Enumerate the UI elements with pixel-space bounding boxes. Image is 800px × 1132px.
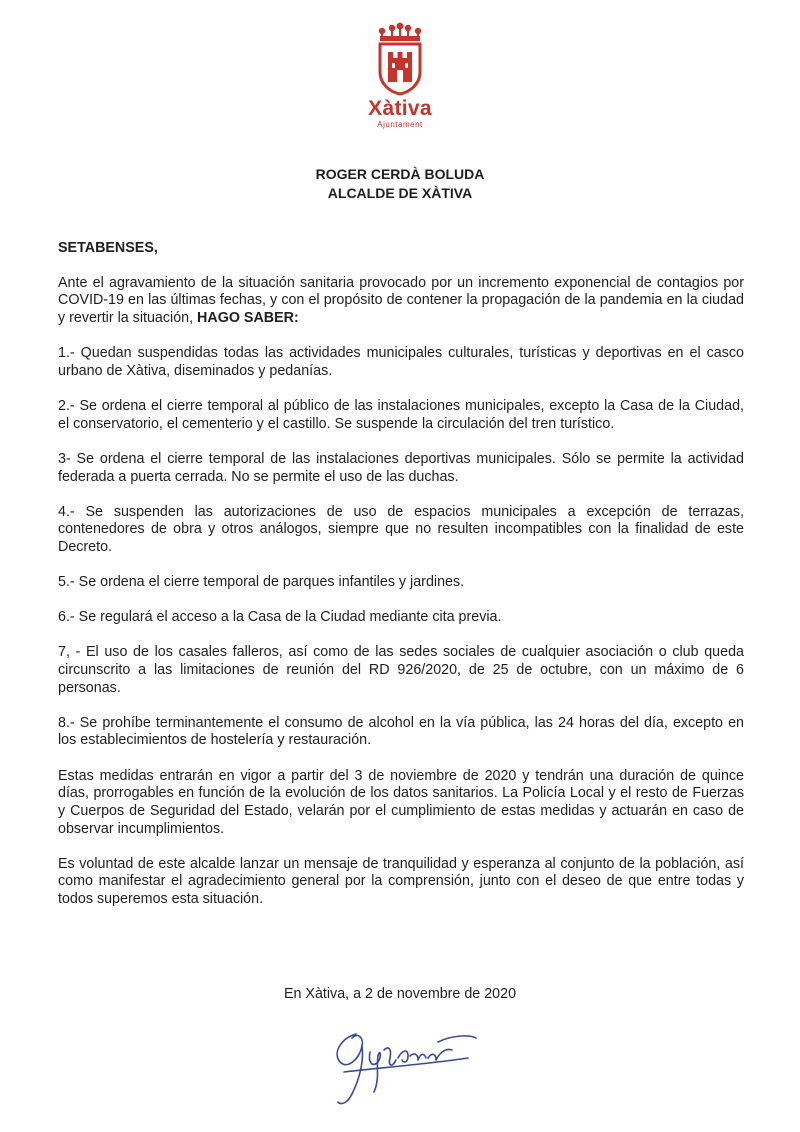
- decree-item-2: 2.- Se ordena el cierre temporal al público de las instalaciones municipales, excepto la Casa de la Ciudad, el conservatorio, el cementerio y el castillo. Se suspende la circulación del tren turístico.: [58, 398, 744, 432]
- decree-body: [58, 240, 744, 926]
- logo-subtitle: Ajuntament: [377, 120, 423, 129]
- author-name: ROGER CERDÀ BOLUDA: [315, 166, 485, 182]
- decree-item-1: 1.- Quedan suspendidas todas las actividades municipales culturales, turísticas y deportivas en el casco urbano de Xàtiva, diseminados y pedanías.: [58, 345, 744, 379]
- intro-highlight: HAGO SABER:: [197, 310, 299, 327]
- decree-item-5: 5.- Se ordena el cierre temporal de parques infantiles y jardines.: [58, 574, 465, 591]
- decree-item-7: 7, - El uso de los casales falleros, así como de las sedes sociales de cualquier asociación o club queda circunscrito a las limitaciones de reunión del RD 926/2020, de 25 de octubre, con un máximo de 6 personas.: [58, 644, 744, 696]
- logo-name: Xàtiva: [368, 97, 432, 120]
- decree-item-3: 3- Se ordena el cierre temporal de las instalaciones deportivas municipales. Sólo se permite la actividad federada a puerta cerrada. No se permite el uso de las duchas.: [58, 450, 744, 485]
- closing-paragraph-2: Es voluntad de este alcalde lanzar un mensaje de tranquilidad y esperanza al conjunto de la población, así como manifestar el agradecimiento general por la comprensión, junto con el deseo de que entre todas y todos superemos esta situación.: [58, 855, 744, 908]
- intro-text: Ante el agravamiento de la situación sanitaria provocado por un incremento exponencial de contagios por COVID-19 en las últimas fechas, y con el propósito de contener la propagación de la pandemia en la ciudad y revertir la situación,: [58, 274, 744, 327]
- intro-paragraph: [58, 275, 744, 328]
- closing-paragraph-1: Estas medidas entrarán en vigor a partir del 3 de noviembre de 2020 y tendrán una duración de quince días, prorrogables en función de la evolución de los datos sanitarios. La Policía Local y el resto de Fuerzas y Cuerpos de Seguridad del Estado, velarán por el cumplimiento de estas medidas y actuarán en caso de observar incumplimientos.: [58, 767, 744, 837]
- document-heading: [0, 165, 800, 203]
- author-title: ALCALDE DE XÀTIVA: [327, 185, 473, 201]
- decree-item-6: 6.- Se regulará el acceso a la Casa de la Ciudad mediante cita previa.: [58, 609, 502, 626]
- greeting: SETABENSES,: [58, 240, 158, 256]
- decree-item-8: 8.- Se prohíbe terminantemente el consumo de alcohol en la vía pública, las 24 horas del día, excepto en los establecimientos de hostelería y restauración.: [58, 714, 744, 749]
- dateline: En Xàtiva, a 2 de novembre de 2020: [283, 986, 517, 1002]
- city-logo: [360, 22, 440, 129]
- decree-item-4: 4.- Se suspenden las autorizaciones de uso de espacios municipales a excepción de terrazas, contenedores de obra y otros análogos, siempre que no resulten incompatibles con la finalidad de este Decreto.: [58, 503, 744, 555]
- signature-icon: [318, 1012, 498, 1112]
- coat-of-arms-icon: [372, 22, 428, 96]
